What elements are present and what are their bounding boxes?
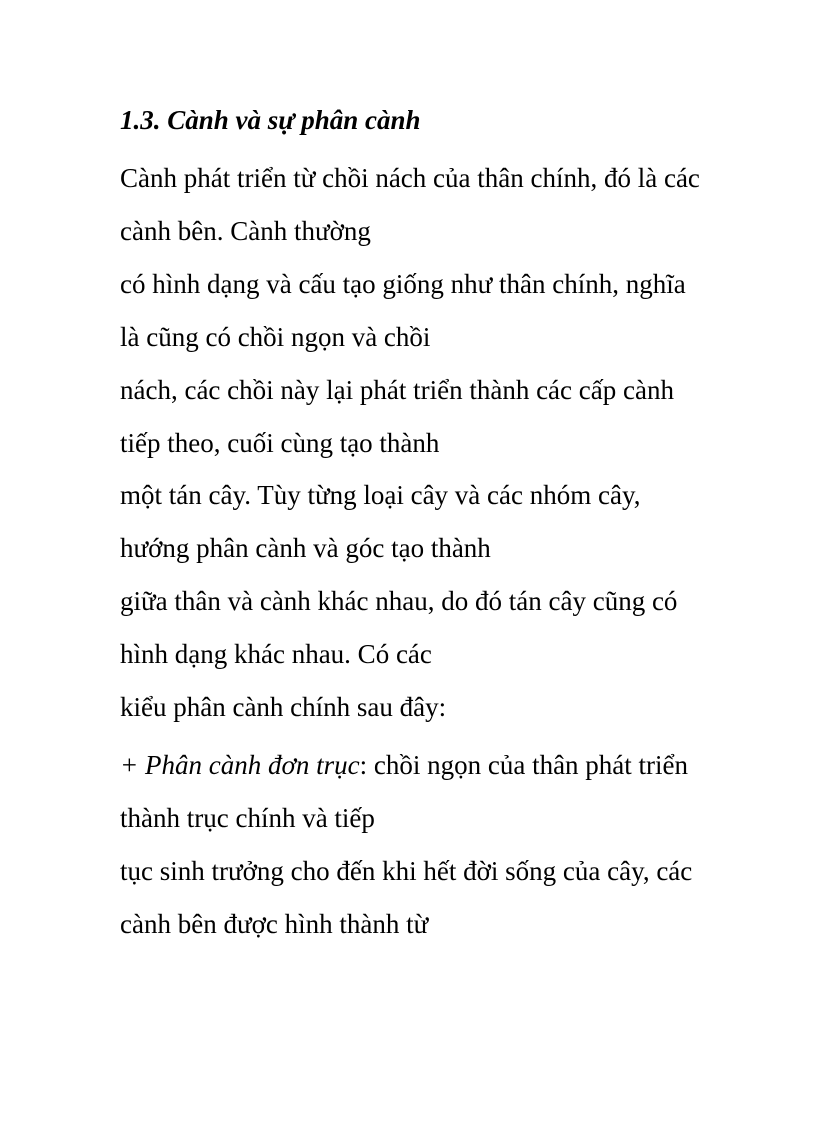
paragraph bbox=[120, 364, 674, 470]
paragraph-line: tục sinh trưởng cho đến khi hết đời sống của cây, các bbox=[120, 856, 693, 886]
paragraph-line-rest: : chồi ngọn của thân phát triển bbox=[359, 750, 689, 780]
paragraph-line: tiếp theo, cuối cùng tạo thành bbox=[120, 428, 440, 458]
paragraph-line: giữa thân và cành khác nhau, do đó tán cây cũng có bbox=[120, 586, 678, 616]
paragraph-line: cành bên được hình thành từ bbox=[120, 909, 429, 939]
paragraph-line: Cành phát triển từ chồi nách của thân chính, đó là các bbox=[120, 163, 700, 193]
paragraph bbox=[120, 681, 446, 734]
paragraph-line bbox=[120, 739, 688, 792]
paragraph-line: nách, các chồi này lại phát triển thành các cấp cành bbox=[120, 375, 674, 405]
paragraph-line: thành trục chính và tiếp bbox=[120, 803, 375, 833]
paragraph bbox=[120, 845, 692, 951]
paragraph-line: cành bên. Cành thường bbox=[120, 216, 371, 246]
paragraph-line: có hình dạng và cấu tạo giống như thân chính, nghĩa bbox=[120, 269, 686, 299]
paragraph bbox=[120, 152, 700, 258]
paragraph-bullet bbox=[120, 739, 688, 845]
paragraph-line: là cũng có chồi ngọn và chồi bbox=[120, 322, 431, 352]
paragraph bbox=[120, 575, 677, 681]
paragraph-line: một tán cây. Tùy từng loại cây và các nhóm cây, bbox=[120, 480, 641, 510]
paragraph bbox=[120, 258, 686, 364]
paragraph-line: hình dạng khác nhau. Có các bbox=[120, 639, 432, 669]
paragraph-line: kiểu phân cành chính sau đây: bbox=[120, 692, 447, 722]
section-heading: 1.3. Cành và sự phân cành bbox=[120, 105, 421, 135]
paragraph-line: hướng phân cành và góc tạo thành bbox=[120, 533, 491, 563]
paragraph bbox=[120, 469, 640, 575]
italic-term: + Phân cành đơn trục bbox=[120, 750, 360, 780]
